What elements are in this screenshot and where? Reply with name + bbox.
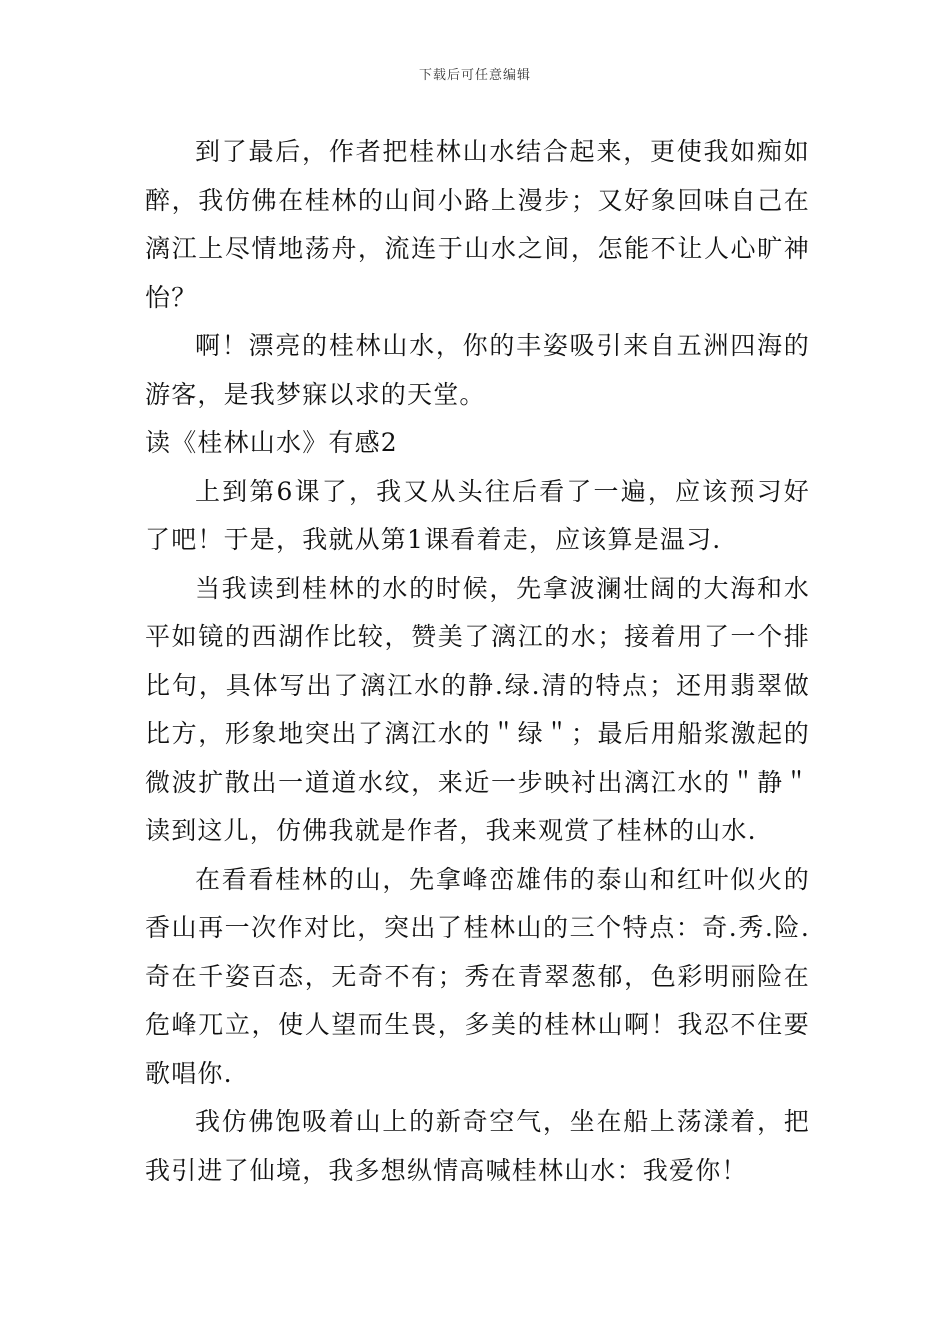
- paragraph: 我仿佛饱吸着山上的新奇空气，坐在船上荡漾着，把我引进了仙境，我多想纵情高喊桂林山水：我爱你！: [145, 1107, 810, 1185]
- paragraph: 上到第6课了，我又从头往后看了一遍，应该预习好了吧！于是，我就从第1课看着走，应该算是温习.: [145, 476, 810, 554]
- page-header: 下载后可任意编辑: [418, 68, 531, 83]
- paragraph: 当我读到桂林的水的时候，先拿波澜壮阔的大海和水平如镜的西湖作比较，赞美了漓江的水；接着用了一个排比句，具体写出了漓江水的静.绿.清的特点；还用翡翠做比方，形象地突出了漓江水的＂绿＂；最后用船浆激起的微波扩散出一道道水纹，来近一步映衬出漓江水的＂静＂读到这儿，仿佛我就是作者，我来观赏了桂林的山水.: [145, 573, 810, 845]
- section-title: 读《桂林山水》有感2: [145, 428, 398, 457]
- paragraph: 在看看桂林的山，先拿峰峦雄伟的泰山和红叶似火的香山再一次作对比，突出了桂林山的三个特点：奇.秀.险.奇在千姿百态，无奇不有；秀在青翠葱郁，色彩明丽险在危峰兀立，使人望而生畏，多美的桂林山啊！我忍不住要歌唱你.: [145, 864, 810, 1088]
- document-body: [145, 128, 810, 1195]
- paragraph: 到了最后，作者把桂林山水结合起来，更使我如痴如醉，我仿佛在桂林的山间小路上漫步；又好象回味自己在漓江上尽情地荡舟，流连于山水之间，怎能不让人心旷神怡？: [145, 137, 810, 312]
- paragraph: 啊！漂亮的桂林山水，你的丰姿吸引来自五洲四海的游客，是我梦寐以求的天堂。: [145, 331, 810, 409]
